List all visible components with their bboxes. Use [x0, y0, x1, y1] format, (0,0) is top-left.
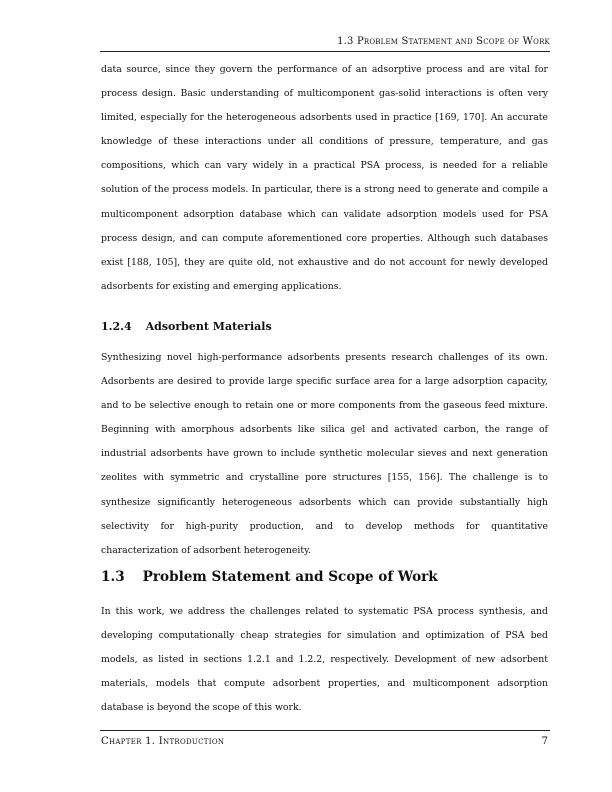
footer-rule — [100, 730, 550, 731]
body-paragraph: data source, since they govern the performance of an adsorptive process and are vital for process design. Basic understanding of multicomponent gas-solid interactions is often very limited, especially for the heterogeneous adsorbents used in practice [169, 170]. An accurate knowledge of these interactions under all conditions of pressure, temperature, and gas compositions, which can vary widely in a practical PSA process, is needed for a reliable solution of the process models. In particular, there is a strong need to generate and compile a multicomponent adsorption database which can validate adsorption models used for PSA process design, and can compute aforementioned core properties. Although such databases exist [188, 105], they are quite old, not exhaustive and do not account for newly developed adsorbents for existing and emerging applications. — [101, 64, 548, 292]
running-header: 1.3 Problem Statement and Scope of Work — [337, 36, 550, 47]
header-rule — [100, 51, 550, 52]
section-title: Problem Statement and Scope of Work — [142, 569, 438, 585]
subsection-number: 1.2.4 — [101, 320, 132, 333]
footer-chapter: Chapter 1. Introduction — [101, 736, 225, 747]
section-number: 1.3 — [101, 569, 125, 585]
body-paragraph: In this work, we address the challenges related to systematic PSA process synthesis, and developing computationally cheap strategies for simulation and optimization of PSA bed models, as listed in sections 1.2.1 and 1.2.2, respectively. Development of new adsorbent materials, models that compute adsorbent properties, and multicomponent adsorption database is beyond the scope of this work. — [101, 606, 548, 714]
body-paragraph: Synthesizing novel high-performance adsorbents presents research challenges of its own. Adsorbents are desired to provide large specific surface area for a large adsorption capacity, and to be selective enough to retain one or more components from the gaseous feed mixture. Beginning with amorphous adsorbents like silica gel and activated carbon, the range of industrial adsorbents have grown to include synthetic molecular sieves and next generation zeolites with symmetric and crystalline pore structures [155, 156]. The challenge is to synthesize significantly heterogeneous adsorbents which can provide substantially high selectivity for high-purity production, and to develop methods for quantitative characterization of adsorbent heterogeneity. — [101, 352, 548, 556]
page-number: 7 — [541, 736, 548, 747]
subsection-title: Adsorbent Materials — [145, 320, 272, 333]
subsection-heading — [101, 320, 272, 333]
section-heading — [101, 569, 438, 585]
